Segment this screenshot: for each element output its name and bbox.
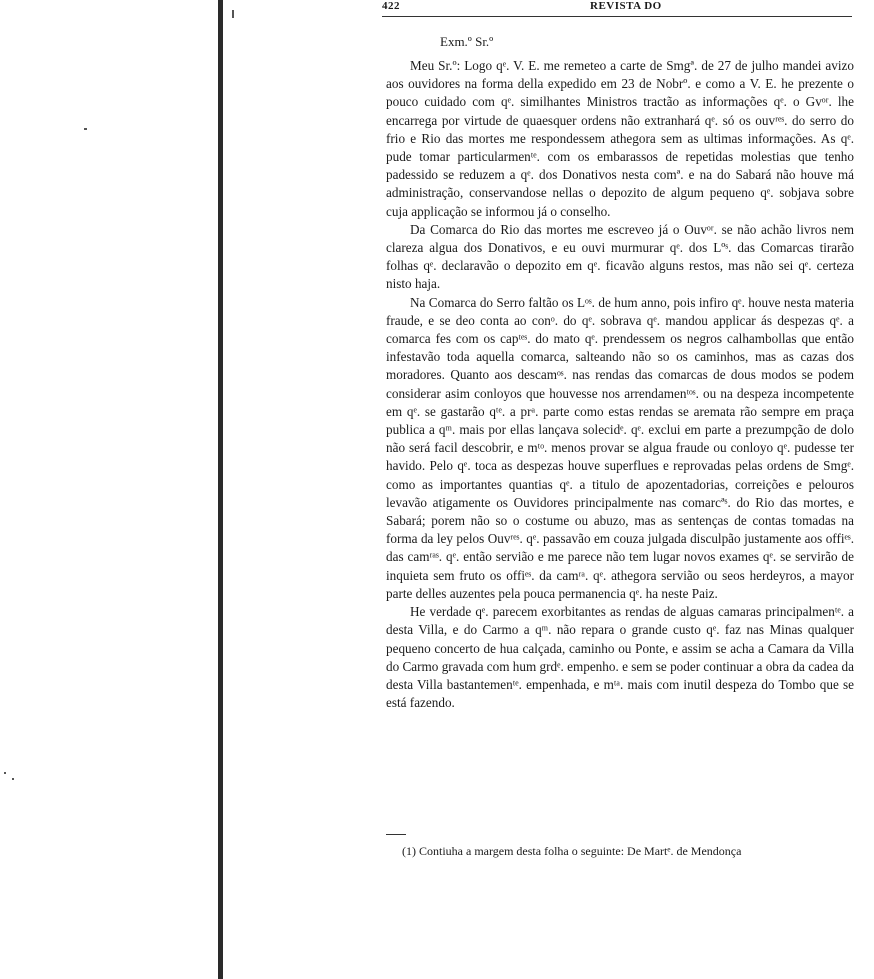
paragraph: Na Comarca do Serro faltão os Lᵒˢ. de hum anno, pois infiro qᵉ. houve nesta materia fraude, e se deo conta ao conᵒ. do qᵉ. sobrava qᵉ. mandou applicar ás despezas qᵉ. a comarca fes com os capᵗᵉˢ. do mato qᵉ. prendessem os negros calhambollas que então infestavão toda aquella comarca, salteando não so os caminhos, mas as cazas dos moradores. Quanto aos descamᵒˢ. nas rendas das comarcas de dous modos se podem considerar asim conloyos que houvesse nos arrendamenᵗᵒˢ. ou na despeza incompetente em qᵉ. se gastarão qᵗᵉ. a prᵃ. parte como estas rendas se aremata rão sempre em praça publica a qᵐ. mais por ellas lançava solecidᵉ. qᵉ. exclui em parte a prezumpção de dolo não será facil descobrir, e mᵗᵒ. menos provar se algua fraude ou conloyo qᵉ. pudesse ter havido. Pelo qᵉ. toca as despezas houve superflues e reprovadas pelas ordens de Smgᵉ. como as importantes quantias qᵉ. a titulo de apozentadorias, correições e pelouros levavão atigamente os Ouvidores principalmente nas comarcªˢ. do Rio das mortes, e Sabará; porem não so o costume ou abuzo, mas as sentenças de contas tomadas na forma da ley pelos Ouvʳᵉˢ. qᵉ. passavão em couza julgada disculpão justamente aos offiᵉˢ. das camʳᵃˢ. qᵉ. então servião e me parece não tem lugar novos exames qᵉ. se servirão de inquieta sem fruto os offiᵉˢ. da camʳᵃ. qᵉ. athegora servião ou seos herdeyros, a mayor parte delles auzentes pela pouca permanencia qᵉ. ha neste Paiz. bbox=[386, 294, 854, 601]
letter-body bbox=[386, 57, 854, 712]
document-page bbox=[372, 0, 857, 979]
scan-speck bbox=[232, 10, 234, 18]
paragraph: Meu Sr.º: Logo qᵉ. V. E. me remeteo a carte de Smgª. de 27 de julho mandei avizo aos ouvidores na forma della expedido em 23 de Nobrº. e como a V. E. he prezente o pouco cuidado com qᵉ. similhantes Ministros tractão as informações qᵉ. o Gvᵒʳ. lhe encarrega por virtude de quaesquer ordens não extranhará qᵉ. só os ouvʳᵉˢ. do serro do frio e Rio das mortes me respondessem athegora sem as ultimas informações. As qᵉ. pude tomar particularmenᵗᵉ. com os embarassos de repetidas molestias que tenho padessido se reduzem a qᵉ. dos Donativos nesta comª. e na do Sabará não houve má administração, conservandose nellas o depozito de algum pequeno qᵉ. sobjava sobre cuja applicação se informou já o conselho. bbox=[386, 58, 854, 219]
page-header bbox=[382, 0, 852, 14]
page-number: 422 bbox=[382, 0, 400, 12]
paragraph: He verdade qᵉ. parecem exorbitantes as rendas de alguas camaras principalmenᵗᵉ. a desta Villa, e do Carmo a qᵐ. não repara o grande custo qᵉ. faz nas Minas qualquer pequeno concerto de hua calçada, caminho ou Ponte, e assim se acha a Camara da Villa do Carmo gravada com hum grdᵉ. empenho. e sem se poder continuar a obra da cadea da desta Villa bastantemenᵗᵉ. empenhada, e mᵗᵃ. mais com inutil despeza do Tombo que se está fazendo. bbox=[386, 604, 854, 711]
footnote: (1) Contiuha a margem desta folha o seguinte: De Martᵉ. de Mendonça bbox=[402, 844, 742, 858]
running-head: REVISTA DO bbox=[590, 0, 662, 12]
header-rule bbox=[382, 16, 852, 17]
letter-salutation: Exm.º Sr.º bbox=[440, 34, 494, 49]
scan-speck bbox=[4, 772, 6, 774]
scan-speck bbox=[12, 778, 14, 780]
binding-gutter-line bbox=[218, 0, 223, 979]
paragraph: Da Comarca do Rio das mortes me escreveo já o Ouvᵒʳ. se não achão livros nem clareza algua dos Donativos, e eu ouvi murmurar qᵉ. dos Lºˢ. das Comarcas tirarão folhas qᵉ. declaravão o depozito em qᵉ. ficavão alguns restos, mas não sei qᵉ. certeza nisto haja. bbox=[386, 221, 854, 292]
footnote-rule bbox=[386, 834, 406, 835]
scan-speck bbox=[84, 128, 87, 130]
